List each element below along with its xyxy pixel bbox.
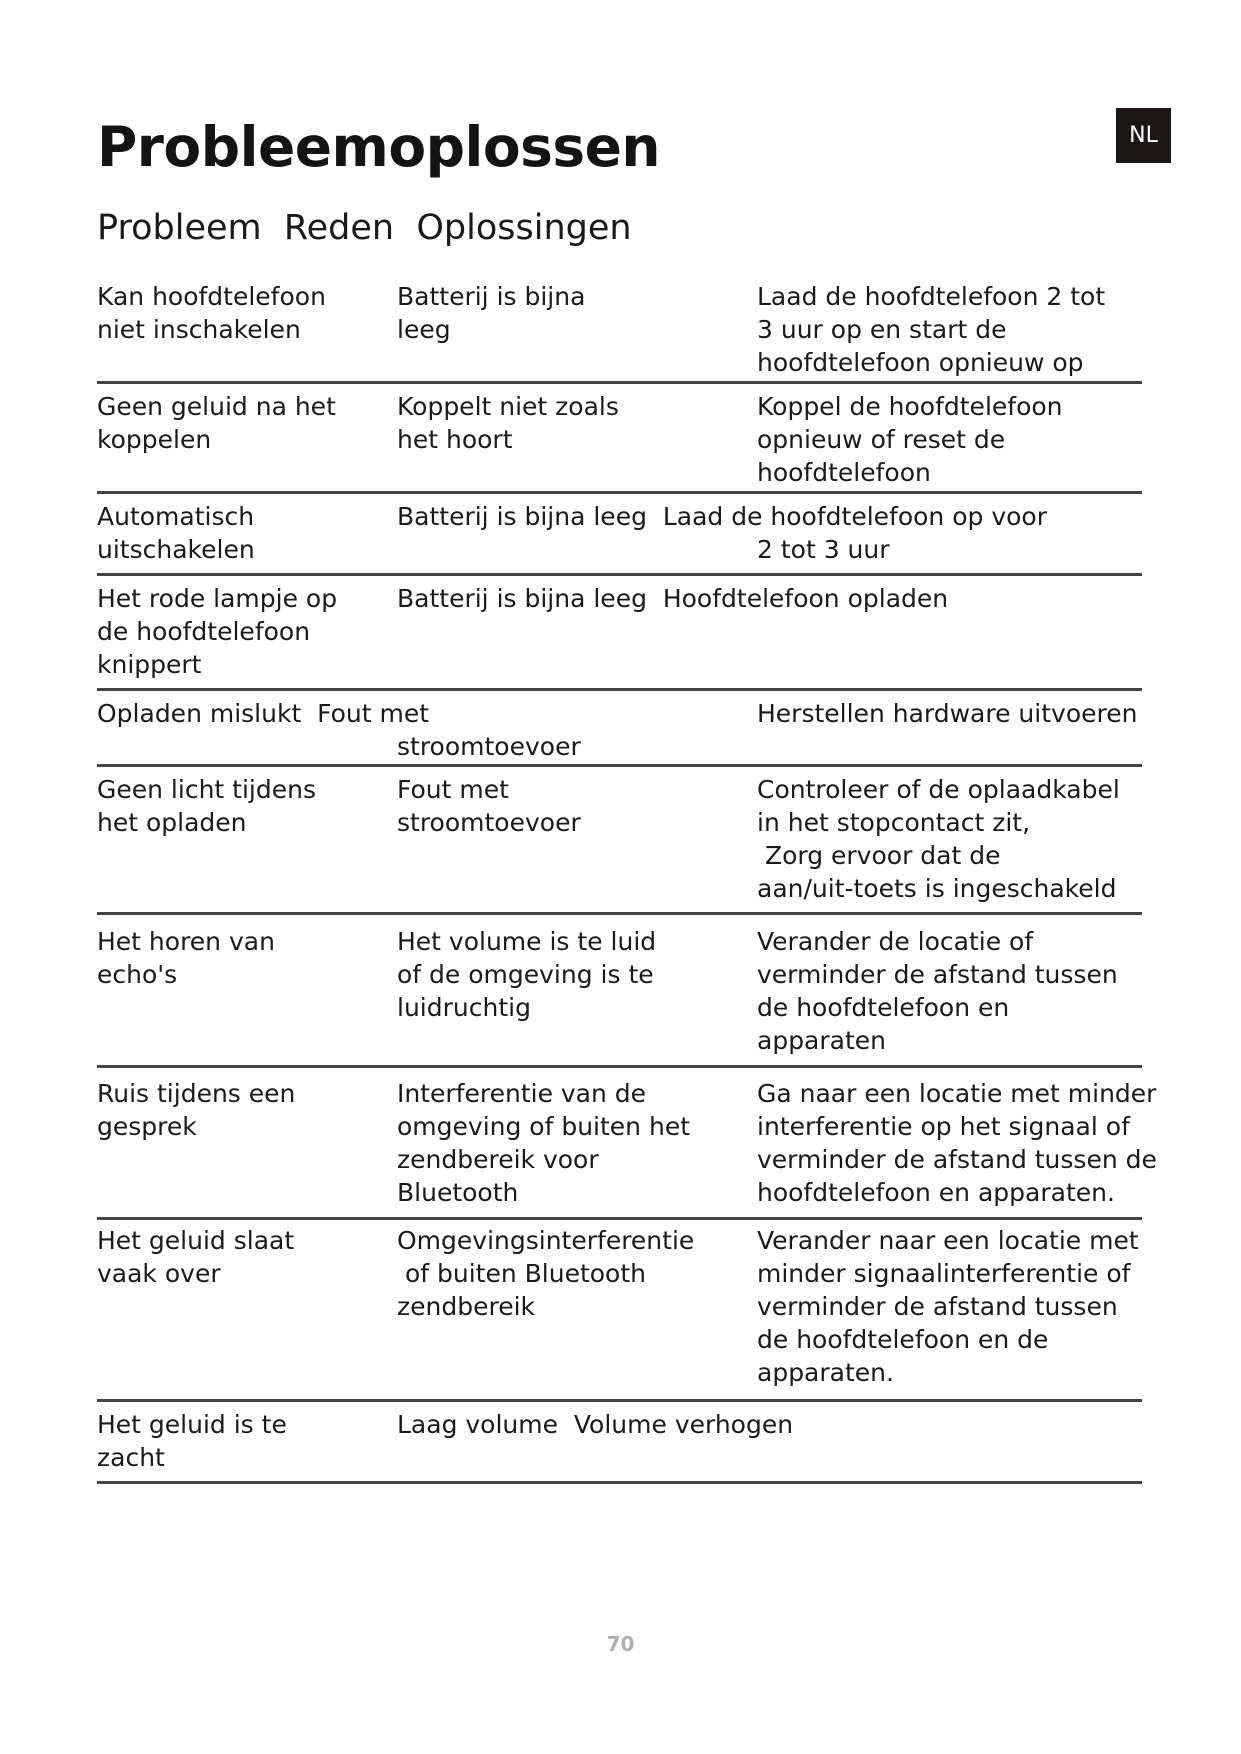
reason-cell: Fout met stroomtoevoer [397,775,581,837]
row-divider [97,381,1142,384]
problem-cell: Kan hoofdtelefoon niet inschakelen [97,282,326,344]
reason-cell: Laag volume Volume verhogen [397,1410,794,1439]
row-divider [97,1065,1142,1068]
solution-cell: 2 tot 3 uur [757,535,890,564]
problem-cell: Geen geluid na het koppelen [97,392,336,454]
reason-cell: Batterij is bijna leeg Hoofdtelefoon opladen [397,584,949,613]
problem-cell: Het rode lampje op de hoofdtelefoon knippert [97,584,338,679]
solution-cell: Verander de locatie of verminder de afstand tussen de hoofdtelefoon en apparaten [757,927,1118,1055]
problem-cell: Het horen van echo's [97,927,275,989]
solution-cell: Controleer of de oplaadkabel in het stopcontact zit, Zorg ervoor dat de aan/uit-toets is ingeschakeld [757,775,1120,903]
table-header: Probleem Reden Oplossingen [97,208,632,248]
solution-cell: Laad de hoofdtelefoon 2 tot 3 uur op en start de hoofdtelefoon opnieuw op [757,282,1106,377]
reason-cell: Batterij is bijna leeg [397,282,586,344]
problem-cell: Geen licht tijdens het opladen [97,775,316,837]
reason-cell: Interferentie van de omgeving of buiten het zendbereik voor Bluetooth [397,1079,691,1207]
problem-cell: Het geluid is te zacht [97,1410,287,1472]
problem-cell: Het geluid slaat vaak over [97,1226,295,1288]
row-divider [97,491,1142,494]
row-divider [97,912,1142,915]
row-divider [97,573,1142,576]
reason-cell: Het volume is te luid of de omgeving is te luidruchtig [397,927,657,1022]
reason-cell: stroomtoevoer [397,732,581,761]
row-divider [97,1399,1142,1402]
page-title: Probleemoplossen [97,115,661,179]
page-number: 70 [606,1632,635,1656]
solution-cell: Koppel de hoofdtelefoon opnieuw of reset de hoofdtelefoon [757,392,1063,487]
solution-cell: Verander naar een locatie met minder signaalinterferentie of verminder de afstand tussen de hoofdtelefoon en de apparaten. [757,1226,1139,1387]
reason-cell: Omgevingsinterferentie of buiten Bluetooth zendbereik [397,1226,695,1321]
problem-cell: Opladen mislukt Fout met [97,699,430,728]
row-divider [97,1217,1142,1220]
reason-cell: Batterij is bijna leeg Laad de hoofdtelefoon op voor [397,502,1047,531]
problem-cell: Automatisch uitschakelen [97,502,255,564]
solution-cell: Ga naar een locatie met minder interferentie op het signaal of verminder de afstand tussen de hoofdtelefoon en apparaten. [757,1079,1157,1207]
language-badge: NL [1116,108,1171,163]
problem-cell: Ruis tijdens een gesprek [97,1079,296,1141]
row-divider [97,688,1142,691]
reason-cell: Koppelt niet zoals het hoort [397,392,619,454]
solution-cell: Herstellen hardware uitvoeren [757,699,1138,728]
row-divider [97,1481,1142,1484]
row-divider [97,764,1142,767]
